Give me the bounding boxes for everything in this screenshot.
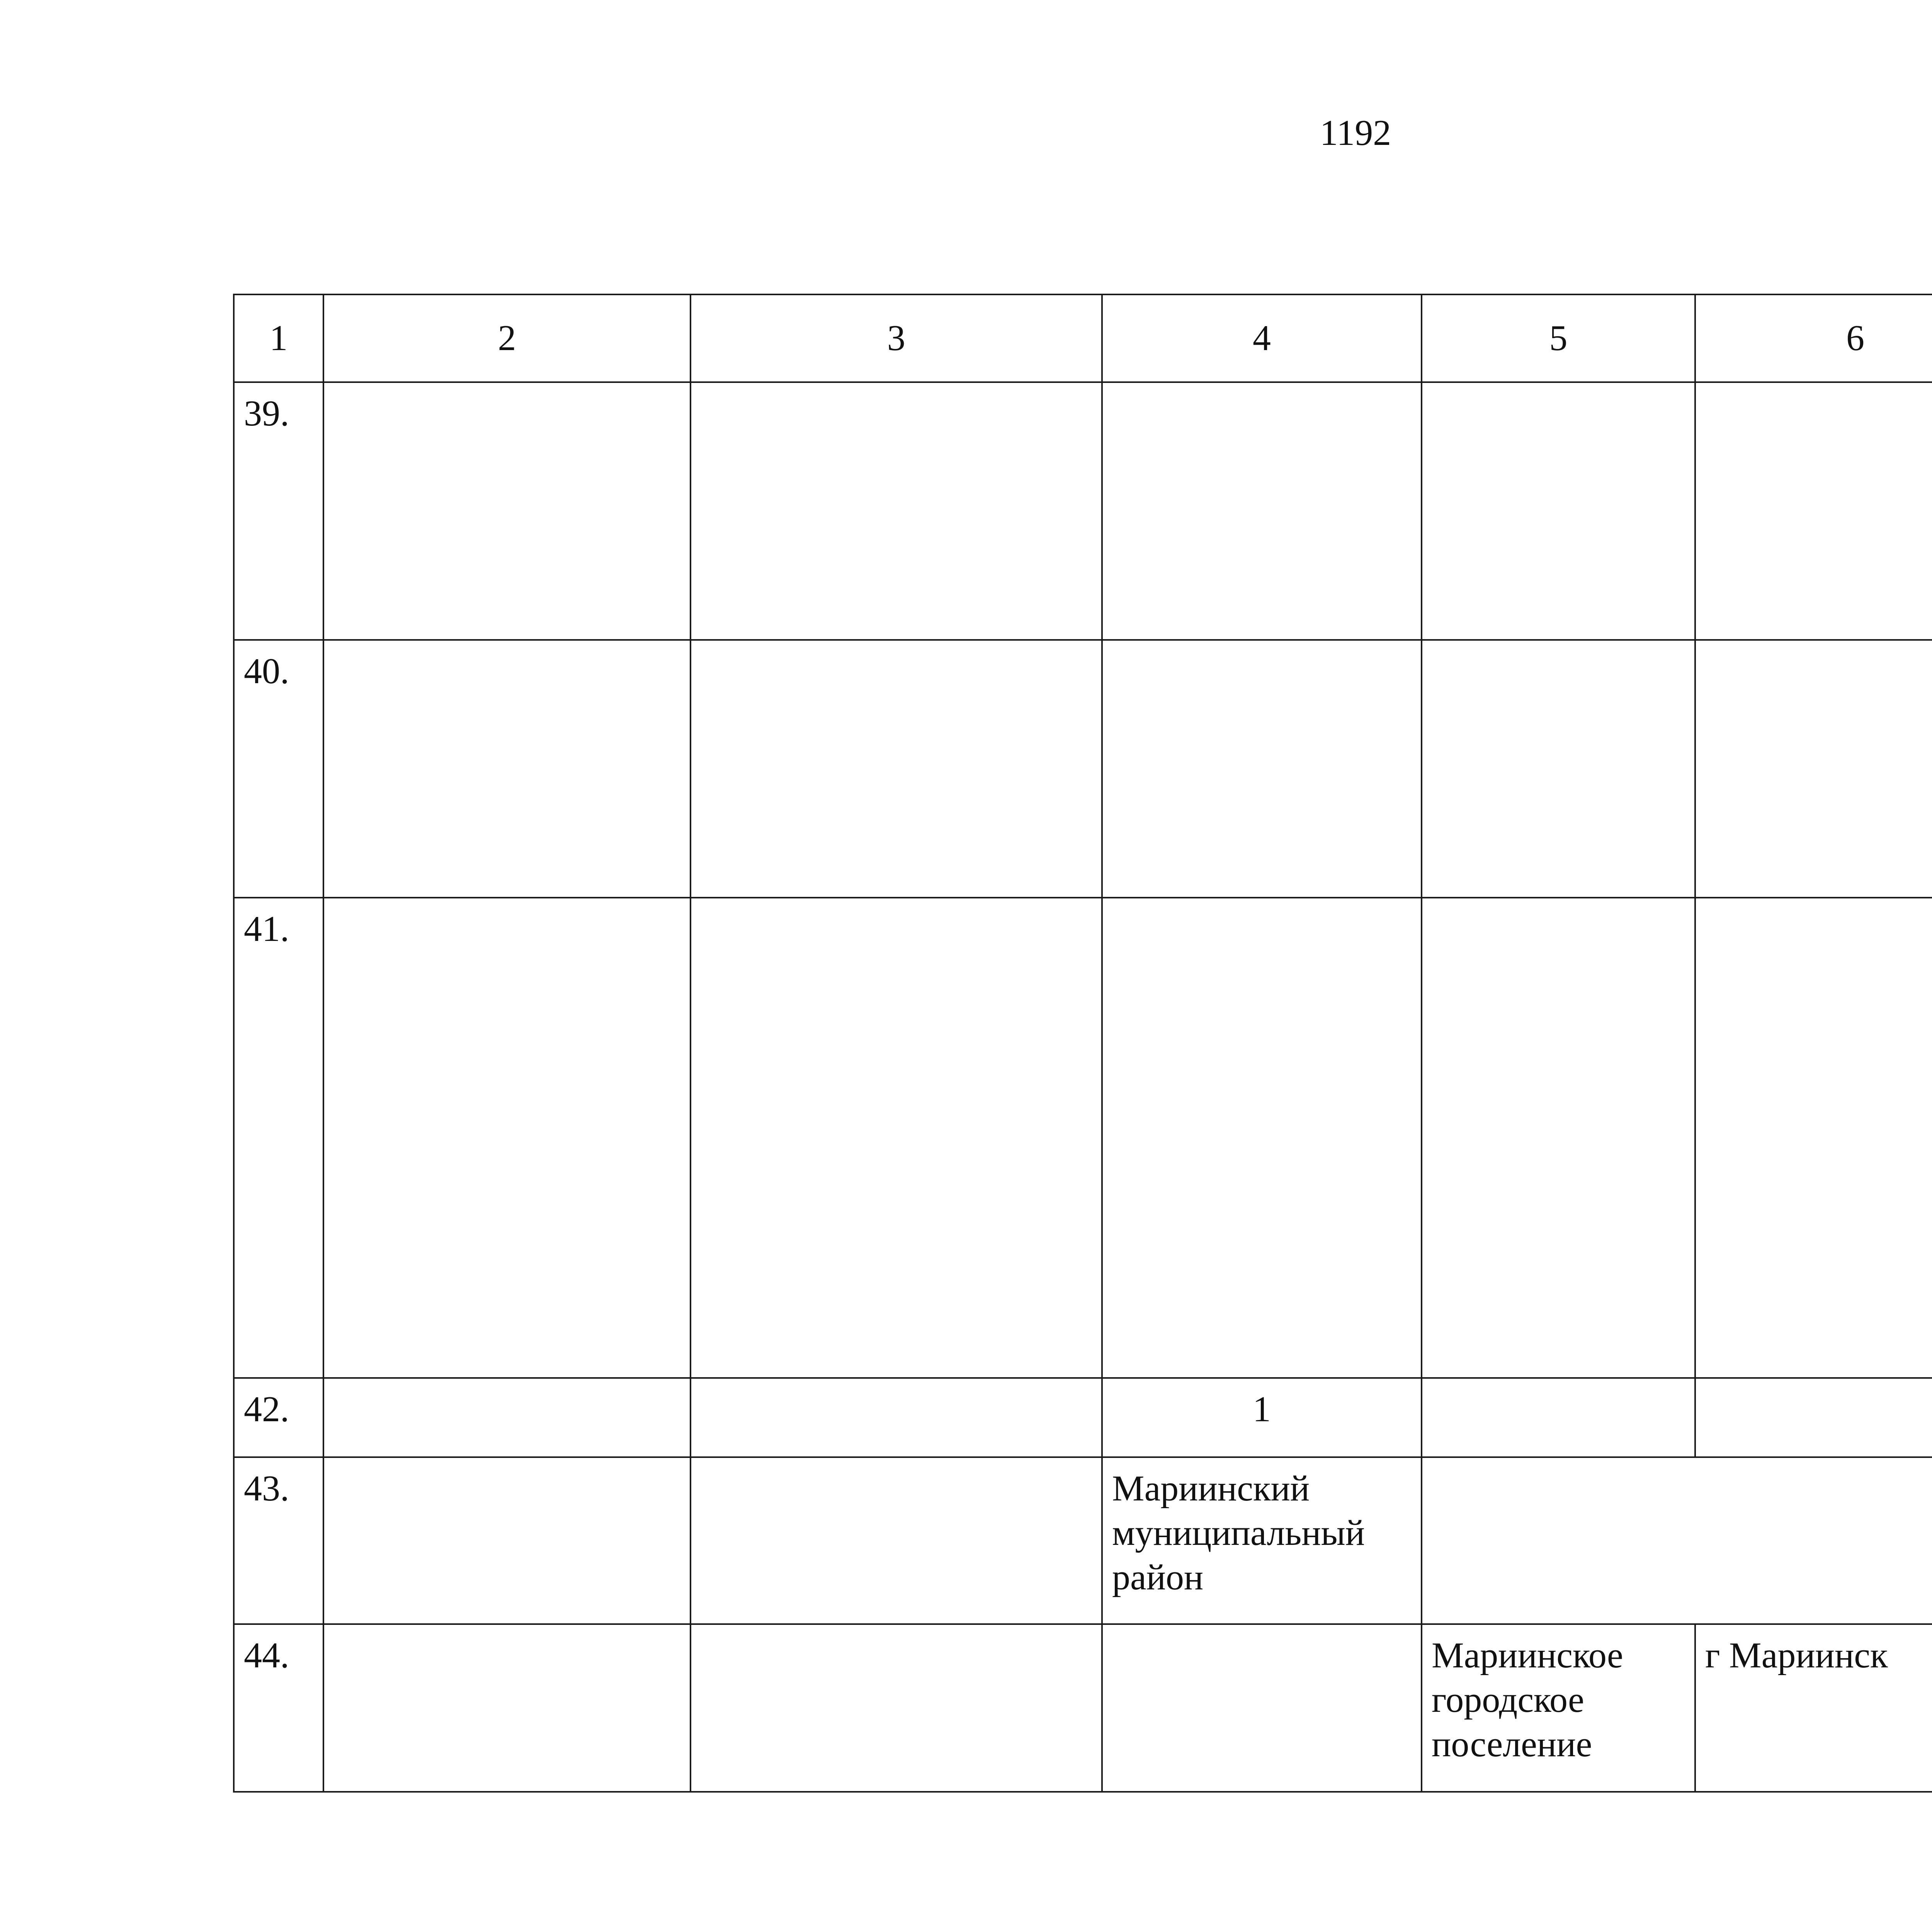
- header-cell: 5: [1422, 294, 1695, 382]
- table-cell: [1422, 1378, 1695, 1457]
- table-cell: [690, 382, 1102, 640]
- header-cell: 6: [1695, 294, 1932, 382]
- table-cell: [1102, 1624, 1422, 1792]
- header-cell: 1: [234, 294, 323, 382]
- row-number: 40.: [234, 640, 323, 898]
- table-cell: [1695, 898, 1932, 1378]
- table-cell: [1695, 382, 1932, 640]
- table-cell: [690, 898, 1102, 1378]
- table-row: [234, 1624, 1932, 1792]
- table-cell: [323, 1378, 690, 1457]
- header-cell: 2: [323, 294, 690, 382]
- table-cell: [323, 1624, 690, 1792]
- table-row: [234, 898, 1932, 1378]
- table-row: [234, 382, 1932, 640]
- table-cell: [323, 898, 690, 1378]
- table-cell: [690, 640, 1102, 898]
- header-cell: 3: [690, 294, 1102, 382]
- table-header-row: [234, 294, 1932, 382]
- table-cell: [1695, 1378, 1932, 1457]
- table-cell: [1422, 640, 1695, 898]
- table-cell: [1102, 898, 1422, 1378]
- row-number: 44.: [234, 1624, 323, 1792]
- table-cell: [690, 1378, 1102, 1457]
- header-cell: 4: [1102, 294, 1422, 382]
- table-cell: [323, 1457, 690, 1624]
- table-row: [234, 1378, 1932, 1457]
- table-cell: [1422, 898, 1695, 1378]
- row-number: 43.: [234, 1457, 323, 1624]
- table-cell: [1695, 640, 1932, 898]
- table-cell: [1102, 382, 1422, 640]
- row-number: 42.: [234, 1378, 323, 1457]
- city-name: г Мариинск: [1695, 1624, 1932, 1792]
- count-cell: 1: [1102, 1378, 1422, 1457]
- table-cell: [323, 640, 690, 898]
- row-number: 41.: [234, 898, 323, 1378]
- table-cell: [323, 382, 690, 640]
- merged-cell: [1422, 1457, 1932, 1624]
- page-number: 1192: [1320, 113, 1391, 153]
- row-number: 39.: [234, 382, 323, 640]
- table-row: [234, 1457, 1932, 1624]
- settlement-name: Мариинское городское поселение: [1422, 1624, 1695, 1792]
- district-name: Мариинский муниципальный район: [1102, 1457, 1422, 1624]
- table-cell: [1102, 640, 1422, 898]
- table-cell: [1422, 382, 1695, 640]
- table-cell: [690, 1457, 1102, 1624]
- table-row: [234, 640, 1932, 898]
- settlements-table: [233, 294, 1932, 1793]
- table-cell: [690, 1624, 1102, 1792]
